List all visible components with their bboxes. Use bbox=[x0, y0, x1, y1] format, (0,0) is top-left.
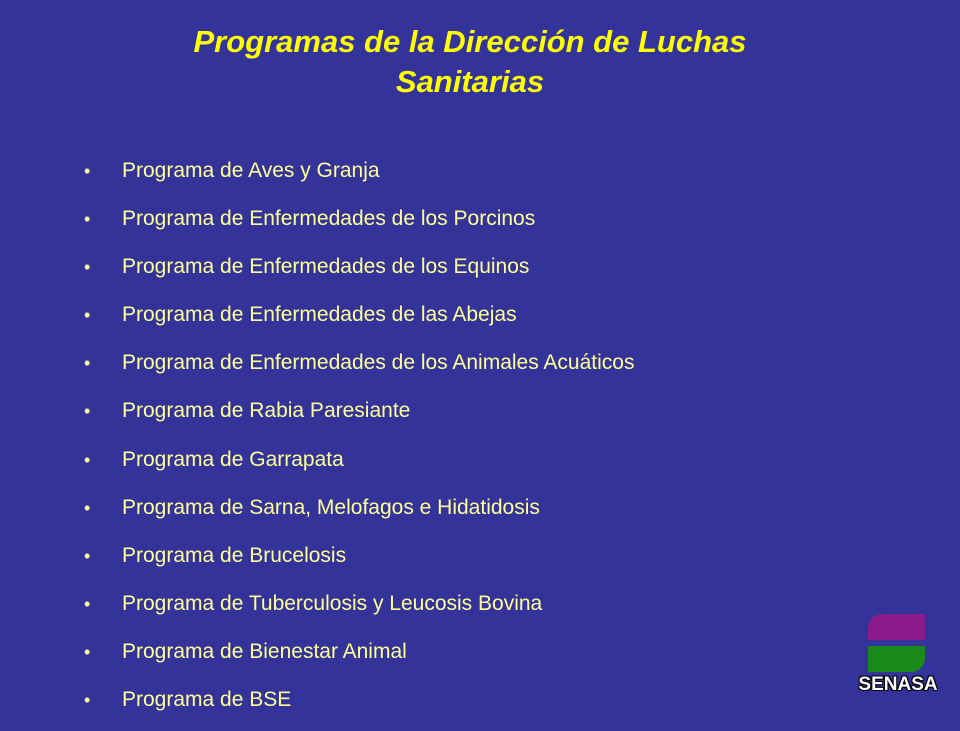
slide-title-line-2: Sanitarias bbox=[395, 64, 545, 99]
senasa-logo-icon bbox=[868, 646, 925, 672]
list-item-text: Programa de Aves y Granja bbox=[122, 159, 380, 182]
senasa-logo-text: SENASA bbox=[858, 674, 938, 695]
senasa-logo-icon bbox=[868, 614, 925, 640]
list-item-text: Programa de Brucelosis bbox=[122, 543, 347, 567]
bullet-icon: • bbox=[84, 497, 91, 518]
bullet-icon: • bbox=[84, 401, 91, 422]
list-item-text: Programa de Enfermedades de los Equinos bbox=[122, 255, 530, 279]
list-item-text: Programa de Enfermedades de las Abejas bbox=[122, 303, 517, 327]
bullet-icon: • bbox=[84, 545, 91, 566]
list-item-text: Programa de Garrapata bbox=[122, 447, 344, 471]
list-item-text: Programa de Rabia Paresiante bbox=[122, 399, 411, 423]
bullet-icon: • bbox=[84, 353, 91, 374]
bullet-icon: • bbox=[84, 161, 91, 181]
bullet-icon: • bbox=[84, 690, 91, 711]
list-item-text: Programa de Enfermedades de los Animales Acuáticos bbox=[122, 351, 635, 375]
bullet-icon: • bbox=[84, 209, 91, 230]
senasa-logo bbox=[848, 612, 948, 702]
list-item-text: Programa de Sarna, Melofagos e Hidatidosis bbox=[122, 495, 540, 519]
bullet-icon: • bbox=[84, 641, 91, 662]
bullet-icon: • bbox=[84, 449, 91, 470]
bullet-icon: • bbox=[84, 305, 91, 326]
list-item-text: Programa de BSE bbox=[122, 688, 292, 712]
bullet-icon: • bbox=[84, 257, 91, 278]
bullet-icon: • bbox=[84, 593, 91, 614]
list-item-text: Programa de Tuberculosis y Leucosis Bovina bbox=[122, 591, 543, 615]
list-item-text: Programa de Bienestar Animal bbox=[122, 639, 407, 663]
slide-title bbox=[60, 22, 880, 102]
list-item-text: Programa de Enfermedades de los Porcinos bbox=[122, 207, 536, 231]
slide-title-line-1: Programas de la Dirección de Luchas bbox=[193, 24, 747, 59]
